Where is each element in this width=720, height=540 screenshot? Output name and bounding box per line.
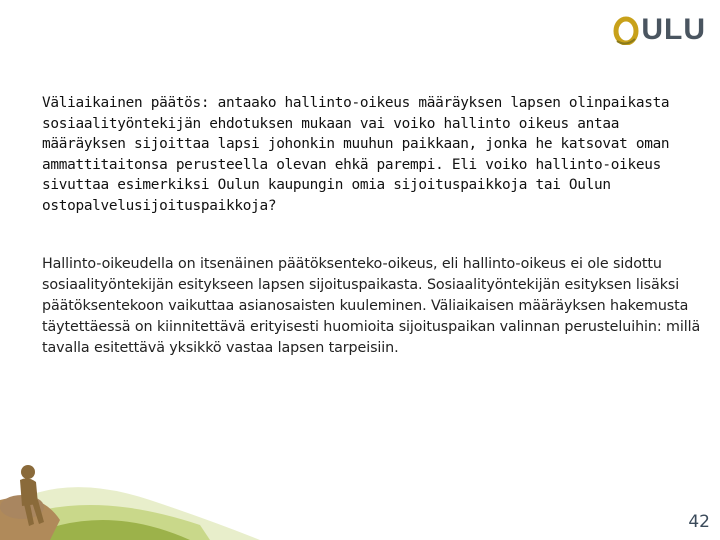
answer-text: Hallinto-oikeudella on itsenäinen päätöksenteko-oikeus, eli hallinto-oikeus ei ole sidottu sosiaalityöntekijän esitykseen lapsen sijoituspaikasta. Sosiaalityöntekijän esityksen lisäksi päätöksentekoon vaikuttaa asianosaisten kuuleminen. Väliaikaisen määräyksen hakemusta täytettäessä on kiinnitettävä erityisesti huomioita sijoituspaikan valinnan perusteluihin: millä tavalla esitettävä yksikkö vastaa lapsen tarpeisiin. — [42, 256, 701, 356]
question-text: Väliaikainen päätös: antaako hallinto-oikeus määräyksen lapsen olinpaikasta sosiaalityöntekijän ehdotuksen mukaan vai voiko hallinto oikeus antaa määräyksen sijoittaa lapsi johonkin muuhun paikkaan, jonka he katsovat oman ammattitaitonsa perusteella olevan ehkä parempi. Eli voiko hallinto-oikeus sivuttaa esimerkiksi Oulun kaupungin omia sijoituspaikkoja tai Oulun ostopalvelusijoituspaikkoja? — [42, 95, 670, 214]
oulu-logo — [613, 14, 706, 46]
page-number: 42 — [688, 512, 710, 532]
oulu-logo-text: ULU — [641, 13, 706, 46]
statue-swoosh-decoration — [0, 400, 260, 540]
oulu-logo-o-icon — [613, 15, 639, 45]
